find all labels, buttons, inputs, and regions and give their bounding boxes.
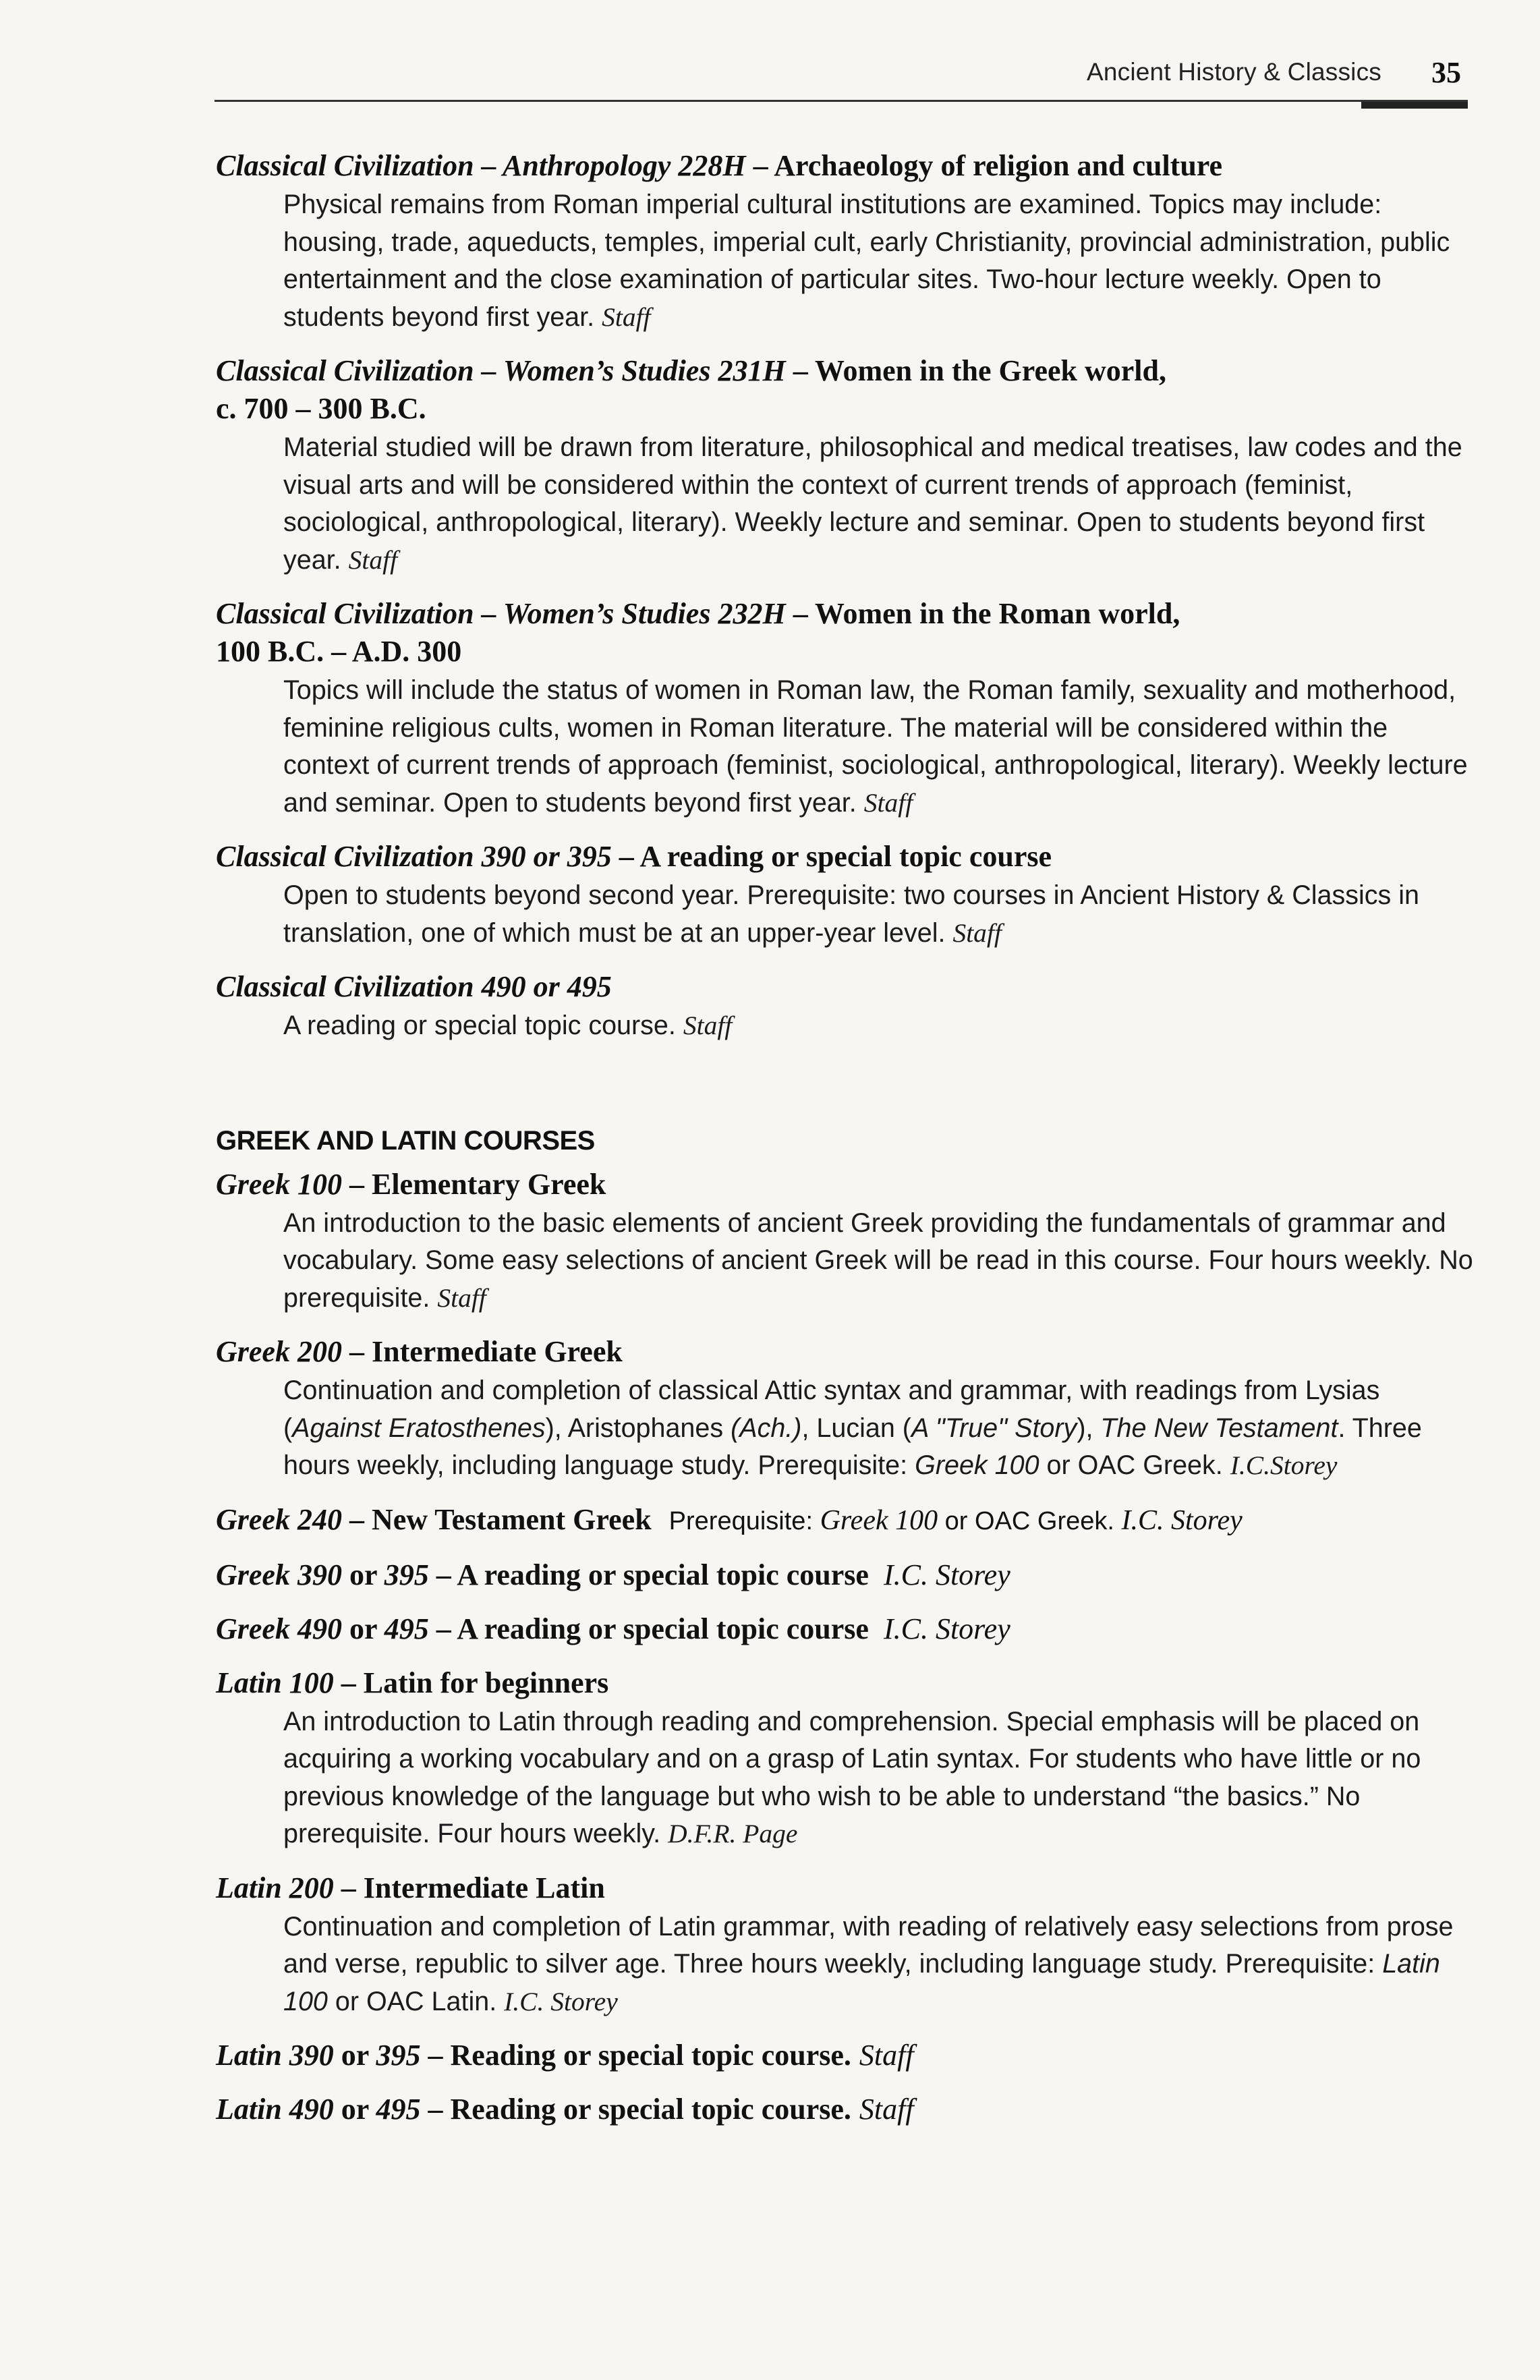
course-separator: – xyxy=(420,2093,451,2126)
course-code: Classical Civilization – Women’s Studies 231H xyxy=(216,354,786,387)
page-number: 35 xyxy=(1431,56,1461,89)
course-description-text: An introduction to Latin through reading and comprehension. Special emphasis will be placed on acquiring a working vocabulary and on a grasp of Latin syntax. For students who have little or no previous knowledge of the language but who wish to be able to understand “the basics.” No prerequisite. Four hours weekly. xyxy=(283,1706,1421,1848)
prerequisite-course: Latin 100 xyxy=(283,1949,1440,2016)
course-name: New Testament Greek xyxy=(371,1502,652,1536)
course-description-text: A reading or special topic course. xyxy=(283,1011,676,1040)
course-instructor: Staff xyxy=(859,2039,914,2072)
course-description-text: or OAC Greek. xyxy=(1039,1450,1230,1480)
course-code: Greek 390 xyxy=(216,1558,342,1591)
course-title xyxy=(216,968,1477,1006)
course-description-text: Continuation and completion of classical Attic syntax and grammar, with readings from Lysias ( xyxy=(283,1376,1380,1443)
course-title xyxy=(216,1333,1477,1371)
course-code: Greek 240 xyxy=(216,1502,342,1536)
course-description-text: , Lucian ( xyxy=(801,1413,911,1443)
course-instructor: Staff xyxy=(602,302,651,332)
header-rule xyxy=(215,100,1468,102)
course-entry-greek-240 xyxy=(216,1501,1477,1540)
course-description xyxy=(283,877,1477,952)
course-entry-classciv-231h xyxy=(216,352,1477,579)
work-title: (Ach.) xyxy=(731,1413,802,1443)
header-rule-accent xyxy=(1361,102,1468,109)
course-instructor: Staff xyxy=(952,917,1002,948)
course-entry-classciv-228h xyxy=(216,147,1477,336)
course-code: Greek 490 xyxy=(216,1612,342,1645)
course-instructor: I.C. Storey xyxy=(504,1986,618,2016)
course-entry-greek-100 xyxy=(216,1166,1477,1318)
course-description xyxy=(283,186,1477,336)
prerequisite-text: or OAC Greek. xyxy=(938,1506,1122,1535)
course-name: Women in the Greek world, xyxy=(814,354,1166,387)
course-title xyxy=(216,352,1477,428)
course-description xyxy=(283,1703,1477,1853)
course-entry-latin-490 xyxy=(216,2091,1477,2128)
prerequisite-label: Prerequisite: xyxy=(668,1506,820,1535)
course-code: Latin 200 xyxy=(216,1871,334,1904)
course-name: Reading or special topic course. xyxy=(450,2039,851,2072)
course-description xyxy=(283,429,1477,579)
course-code: Classical Civilization – Anthropology 228H xyxy=(216,149,746,182)
course-description-text: . Three hours weekly, including language study. Prerequisite: xyxy=(283,1413,1422,1480)
course-code: Classical Civilization 490 or 495 xyxy=(216,970,612,1003)
work-title: A "True" Story xyxy=(911,1413,1077,1443)
course-instructor: I.C. Storey xyxy=(883,1558,1010,1591)
course-title xyxy=(216,1501,1477,1540)
course-title xyxy=(216,1664,1477,1702)
course-instructor: Staff xyxy=(437,1282,486,1313)
course-entry-classciv-232h xyxy=(216,595,1477,822)
course-code: Classical Civilization 390 or 395 xyxy=(216,840,612,873)
course-code-or: or xyxy=(333,2039,376,2072)
course-code-alt: 395 xyxy=(376,2039,421,2072)
course-separator: – xyxy=(611,840,640,873)
course-entry-latin-200 xyxy=(216,1869,1477,2021)
course-code-alt: 395 xyxy=(384,1558,429,1591)
course-title xyxy=(216,1166,1477,1203)
section-heading: GREEK AND LATIN COURSES xyxy=(216,1125,595,1156)
work-title: The New Testament xyxy=(1100,1413,1338,1443)
course-code: Latin 390 xyxy=(216,2039,334,2072)
course-description-text: Material studied will be drawn from literature, philosophical and medical treatises, law codes and the visual arts and will be considered within the context of current trends of approach (feminist, sociological, anthropological, literary). Weekly lecture and seminar. Open to students beyond first year. xyxy=(283,432,1462,575)
course-instructor: I.C.Storey xyxy=(1230,1450,1338,1480)
course-entry-latin-100 xyxy=(216,1664,1477,1853)
course-title xyxy=(216,1556,1477,1594)
course-separator: – xyxy=(333,1666,364,1699)
course-separator: – xyxy=(341,1167,372,1201)
course-entry-greek-390 xyxy=(216,1556,1477,1594)
course-code-alt: 495 xyxy=(384,1612,429,1645)
course-entry-greek-490 xyxy=(216,1610,1477,1648)
course-title xyxy=(216,1610,1477,1648)
course-separator: – xyxy=(420,2039,451,2072)
course-name: Latin for beginners xyxy=(363,1666,609,1699)
prerequisite-course: Greek 100 xyxy=(820,1504,938,1536)
course-description xyxy=(283,1908,1477,2021)
course-code-or: or xyxy=(341,1612,384,1645)
course-name: A reading or special topic course xyxy=(639,840,1052,873)
course-title xyxy=(216,147,1477,185)
course-code: Greek 200 xyxy=(216,1335,342,1368)
course-code-or: or xyxy=(333,2093,376,2126)
course-separator: – xyxy=(785,597,815,630)
course-instructor: I.C. Storey xyxy=(1121,1504,1243,1536)
course-description-text: Continuation and completion of Latin grammar, with reading of relatively easy selections from prose and verse, republic to silver age. Three hours weekly, including language study. Prerequisite: xyxy=(283,1911,1454,1979)
course-description-text: An introduction to the basic elements of ancient Greek providing the fundamentals of grammar and vocabulary. Some easy selections of ancient Greek will be read in this course. Four hours weekly. No prerequisite. xyxy=(283,1208,1473,1313)
course-code: Latin 490 xyxy=(216,2093,334,2126)
course-description-text: Topics will include the status of women in Roman law, the Roman family, sexuality and motherhood, feminine religious cults, women in Roman literature. The material will be considered within the context of current trends of approach (feminist, sociological, anthropological, literary). Weekly lecture and seminar. Open to students beyond first year. xyxy=(283,675,1468,818)
course-description-text: or OAC Latin. xyxy=(327,1986,505,2016)
course-name: A reading or special topic course xyxy=(457,1558,869,1591)
course-name-continued: c. 700 – 300 B.C. xyxy=(216,392,426,425)
course-entry-classciv-490 xyxy=(216,968,1477,1045)
course-title xyxy=(216,2037,1477,2074)
prerequisite-course: Greek 100 xyxy=(915,1450,1039,1480)
course-entry-greek-200 xyxy=(216,1333,1477,1485)
course-description xyxy=(283,672,1477,822)
course-description xyxy=(283,1372,1477,1485)
course-separator: – xyxy=(785,354,815,387)
course-instructor: I.C. Storey xyxy=(883,1612,1010,1645)
course-prerequisite xyxy=(668,1504,1243,1536)
header-title: Ancient History & Classics xyxy=(1087,58,1381,86)
course-entry-latin-390 xyxy=(216,2037,1477,2074)
course-name: Archaeology of religion and culture xyxy=(774,149,1223,182)
course-instructor: Staff xyxy=(859,2093,914,2126)
course-code: Latin 100 xyxy=(216,1666,334,1699)
course-separator: – xyxy=(341,1335,372,1368)
course-name: A reading or special topic course xyxy=(457,1612,869,1645)
course-title xyxy=(216,2091,1477,2128)
course-name: Women in the Roman world, xyxy=(814,597,1180,630)
course-instructor: Staff xyxy=(348,544,398,575)
course-name: Intermediate Greek xyxy=(371,1335,623,1368)
course-code: Classical Civilization – Women’s Studies 232H xyxy=(216,597,786,630)
course-instructor: D.F.R. Page xyxy=(668,1819,798,1848)
course-name: Elementary Greek xyxy=(371,1167,606,1201)
course-separator: – xyxy=(428,1612,457,1645)
course-code-alt: 495 xyxy=(376,2093,421,2126)
running-header xyxy=(215,53,1469,100)
course-description xyxy=(283,1007,1477,1045)
course-description-text: Open to students beyond second year. Prerequisite: two courses in Ancient History & Classics in translation, one of which must be at an upper-year level. xyxy=(283,880,1419,948)
course-instructor: Staff xyxy=(863,787,913,818)
course-separator: – xyxy=(341,1502,372,1536)
course-separator: – xyxy=(333,1871,364,1904)
course-title xyxy=(216,595,1477,671)
course-entry-classciv-390 xyxy=(216,838,1477,952)
course-description xyxy=(283,1205,1477,1318)
course-name: Intermediate Latin xyxy=(363,1871,605,1904)
course-code-or: or xyxy=(341,1558,384,1591)
course-listing xyxy=(216,147,1477,2145)
course-code: Greek 100 xyxy=(216,1167,342,1201)
course-description-text: Physical remains from Roman imperial cultural institutions are examined. Topics may include: housing, trade, aqueducts, temples, imperial cult, early Christianity, provincial administration, public entertainment and the close examination of particular sites. Two-hour lecture weekly. Open to students beyond first year. xyxy=(283,190,1450,332)
course-title xyxy=(216,1869,1477,1907)
course-title xyxy=(216,838,1477,876)
course-separator: – xyxy=(745,149,774,182)
course-name-continued: 100 B.C. – A.D. 300 xyxy=(216,635,462,668)
work-title: Against Eratosthenes xyxy=(292,1413,546,1443)
course-description-text: ), Aristophanes xyxy=(545,1413,731,1443)
course-name: Reading or special topic course. xyxy=(450,2093,851,2126)
course-instructor: Staff xyxy=(683,1011,733,1040)
course-description-text: ), xyxy=(1077,1413,1101,1443)
course-separator: – xyxy=(428,1558,457,1591)
